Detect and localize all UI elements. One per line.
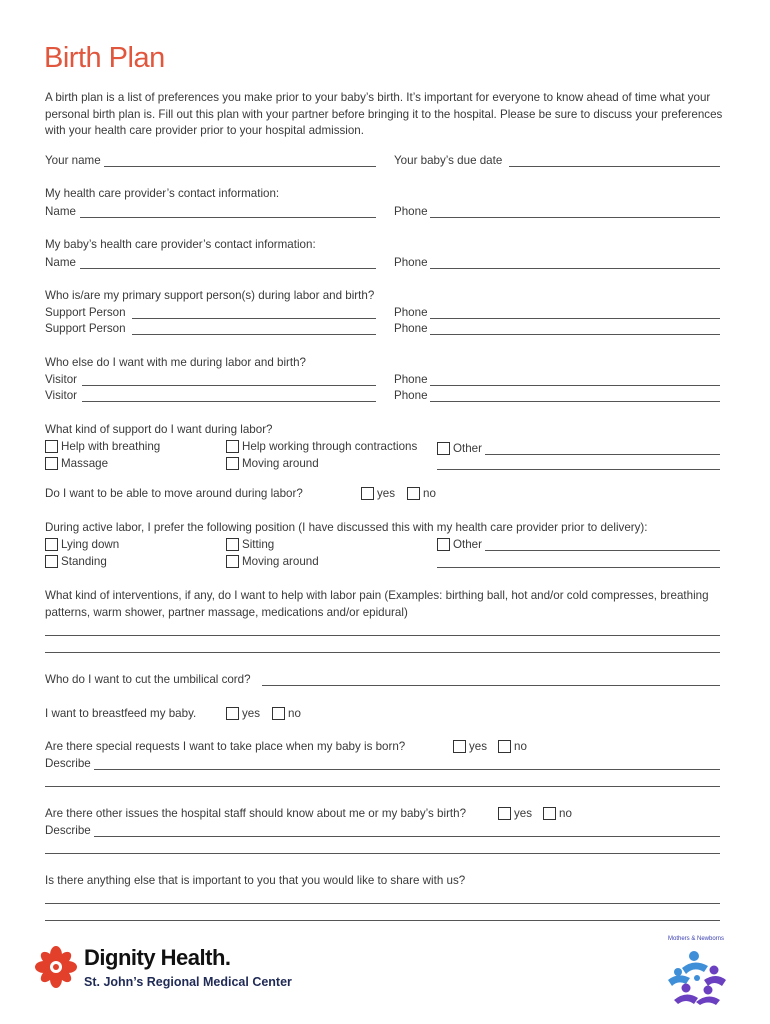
- breastfeed-yes-label: yes: [242, 707, 261, 720]
- lying-down-label: Lying down: [61, 538, 120, 551]
- support-other-label: Other: [453, 442, 482, 455]
- visitors-question: Who else do I want with me during labor and birth?: [45, 356, 307, 369]
- visitor-phone-2-label: Phone: [394, 389, 428, 402]
- hcp-phone-field[interactable]: [430, 217, 720, 218]
- lying-down-checkbox[interactable]: [45, 538, 58, 551]
- move-no-checkbox[interactable]: [407, 487, 420, 500]
- position-other-checkbox[interactable]: [437, 538, 450, 551]
- special-requests-question: Are there special requests I want to take place when my baby is born?: [45, 740, 406, 753]
- dignity-health-logo-icon: [34, 945, 78, 989]
- anything-else-question: Is there anything else that is important to you that you would like to share with us?: [45, 874, 466, 887]
- labor-support-question: What kind of support do I want during labor?: [45, 423, 273, 436]
- facility-name: St. John’s Regional Medical Center: [84, 975, 292, 989]
- other-issues-describe-label: Describe: [45, 824, 91, 837]
- support-person-2-label: Support Person: [45, 322, 126, 335]
- visitor-phone-1-field[interactable]: [430, 385, 720, 386]
- visitor-phone-1-label: Phone: [394, 373, 428, 386]
- cord-field[interactable]: [262, 685, 720, 686]
- moving-around-label: Moving around: [242, 457, 319, 470]
- special-describe-field-1[interactable]: [94, 769, 720, 770]
- support-phone-2-label: Phone: [394, 322, 428, 335]
- support-phone-1-field[interactable]: [430, 318, 720, 319]
- interventions-question: What kind of interventions, if any, do I want to help with labor pain (Examples: birthing ball, hot and/or cold compresses, breathing patterns, warm shower, partner massage, medications and/or epidural): [45, 589, 709, 619]
- other-issues-describe-field-1[interactable]: [94, 836, 720, 837]
- sitting-label: Sitting: [242, 538, 275, 551]
- support-person-1-label: Support Person: [45, 306, 126, 319]
- breastfeed-no-label: no: [288, 707, 301, 720]
- brand-name: Dignity Health.: [84, 945, 231, 970]
- position-other-field[interactable]: [485, 550, 720, 551]
- due-date-label: Your baby’s due date: [394, 154, 503, 167]
- help-breathing-label: Help with breathing: [61, 440, 161, 453]
- moving-around-checkbox[interactable]: [226, 457, 239, 470]
- interventions-field-2[interactable]: [45, 652, 720, 653]
- help-contractions-checkbox[interactable]: [226, 440, 239, 453]
- support-person-1-field[interactable]: [132, 318, 376, 319]
- baby-hcp-phone-label: Phone: [394, 256, 428, 269]
- your-name-field[interactable]: [104, 166, 376, 167]
- sitting-checkbox[interactable]: [226, 538, 239, 551]
- visitor-2-field[interactable]: [82, 401, 376, 402]
- support-phone-2-field[interactable]: [430, 334, 720, 335]
- other-issues-yes-label: yes: [514, 807, 533, 820]
- special-no-checkbox[interactable]: [498, 740, 511, 753]
- due-date-field[interactable]: [509, 166, 720, 167]
- move-no-label: no: [423, 487, 436, 500]
- other-issues-no-checkbox[interactable]: [543, 807, 556, 820]
- cord-question: Who do I want to cut the umbilical cord?: [45, 673, 251, 686]
- page-title: Birth Plan: [44, 42, 165, 74]
- position-moving-around-checkbox[interactable]: [226, 555, 239, 568]
- hcp-name-label: Name: [45, 205, 76, 218]
- move-yes-label: yes: [377, 487, 396, 500]
- hcp-name-field[interactable]: [80, 217, 376, 218]
- breastfeed-no-checkbox[interactable]: [272, 707, 285, 720]
- support-person-2-field[interactable]: [132, 334, 376, 335]
- massage-label: Massage: [61, 457, 109, 470]
- position-question: During active labor, I prefer the following position (I have discussed this with my health care provider prior to delivery):: [45, 521, 648, 534]
- baby-hcp-name-label: Name: [45, 256, 76, 269]
- help-contractions-label: Help working through contractions: [242, 440, 418, 453]
- support-other-field-2[interactable]: [437, 469, 720, 470]
- special-no-label: no: [514, 740, 527, 753]
- baby-hcp-info-heading: My baby’s health care provider’s contact information:: [45, 238, 316, 251]
- intro-paragraph: A birth plan is a list of preferences you make prior to your baby’s birth. It’s important for everyone to know ahead of time what your personal birth plan is. Fill out this plan with your partner before bringing it to the hospital. Please be sure to discuss your preferences with your health care provider prior to your hospital admission.: [45, 91, 723, 137]
- baby-hcp-name-field[interactable]: [80, 268, 376, 269]
- other-issues-describe-field-2[interactable]: [45, 853, 720, 854]
- special-describe-field-2[interactable]: [45, 786, 720, 787]
- special-yes-checkbox[interactable]: [453, 740, 466, 753]
- move-yes-checkbox[interactable]: [361, 487, 374, 500]
- position-moving-around-label: Moving around: [242, 555, 319, 568]
- position-other-label: Other: [453, 538, 482, 551]
- mothers-newborns-emblem-icon: [664, 946, 730, 1006]
- your-name-label: Your name: [45, 154, 101, 167]
- baby-hcp-phone-field[interactable]: [430, 268, 720, 269]
- special-yes-label: yes: [469, 740, 488, 753]
- visitor-1-field[interactable]: [82, 385, 376, 386]
- breastfeed-question: I want to breastfeed my baby.: [45, 707, 197, 720]
- massage-checkbox[interactable]: [45, 457, 58, 470]
- anything-else-field-2[interactable]: [45, 920, 720, 921]
- move-question: Do I want to be able to move around during labor?: [45, 487, 303, 500]
- special-describe-label: Describe: [45, 757, 91, 770]
- support-phone-1-label: Phone: [394, 306, 428, 319]
- standing-label: Standing: [61, 555, 107, 568]
- support-question: Who is/are my primary support person(s) during labor and birth?: [45, 289, 375, 302]
- anything-else-field-1[interactable]: [45, 903, 720, 904]
- hcp-info-heading: My health care provider’s contact information:: [45, 187, 280, 200]
- other-issues-question: Are there other issues the hospital staff should know about me or my baby’s birth?: [45, 807, 467, 820]
- interventions-field-1[interactable]: [45, 635, 720, 636]
- emblem-caption: Mothers & Newborns: [668, 936, 725, 942]
- visitor-phone-2-field[interactable]: [430, 401, 720, 402]
- hcp-phone-label: Phone: [394, 205, 428, 218]
- help-breathing-checkbox[interactable]: [45, 440, 58, 453]
- other-issues-no-label: no: [559, 807, 572, 820]
- standing-checkbox[interactable]: [45, 555, 58, 568]
- visitor-2-label: Visitor: [45, 389, 78, 402]
- support-other-checkbox[interactable]: [437, 442, 450, 455]
- position-other-field-2[interactable]: [437, 567, 720, 568]
- other-issues-yes-checkbox[interactable]: [498, 807, 511, 820]
- breastfeed-yes-checkbox[interactable]: [226, 707, 239, 720]
- support-other-field[interactable]: [485, 454, 720, 455]
- visitor-1-label: Visitor: [45, 373, 78, 386]
